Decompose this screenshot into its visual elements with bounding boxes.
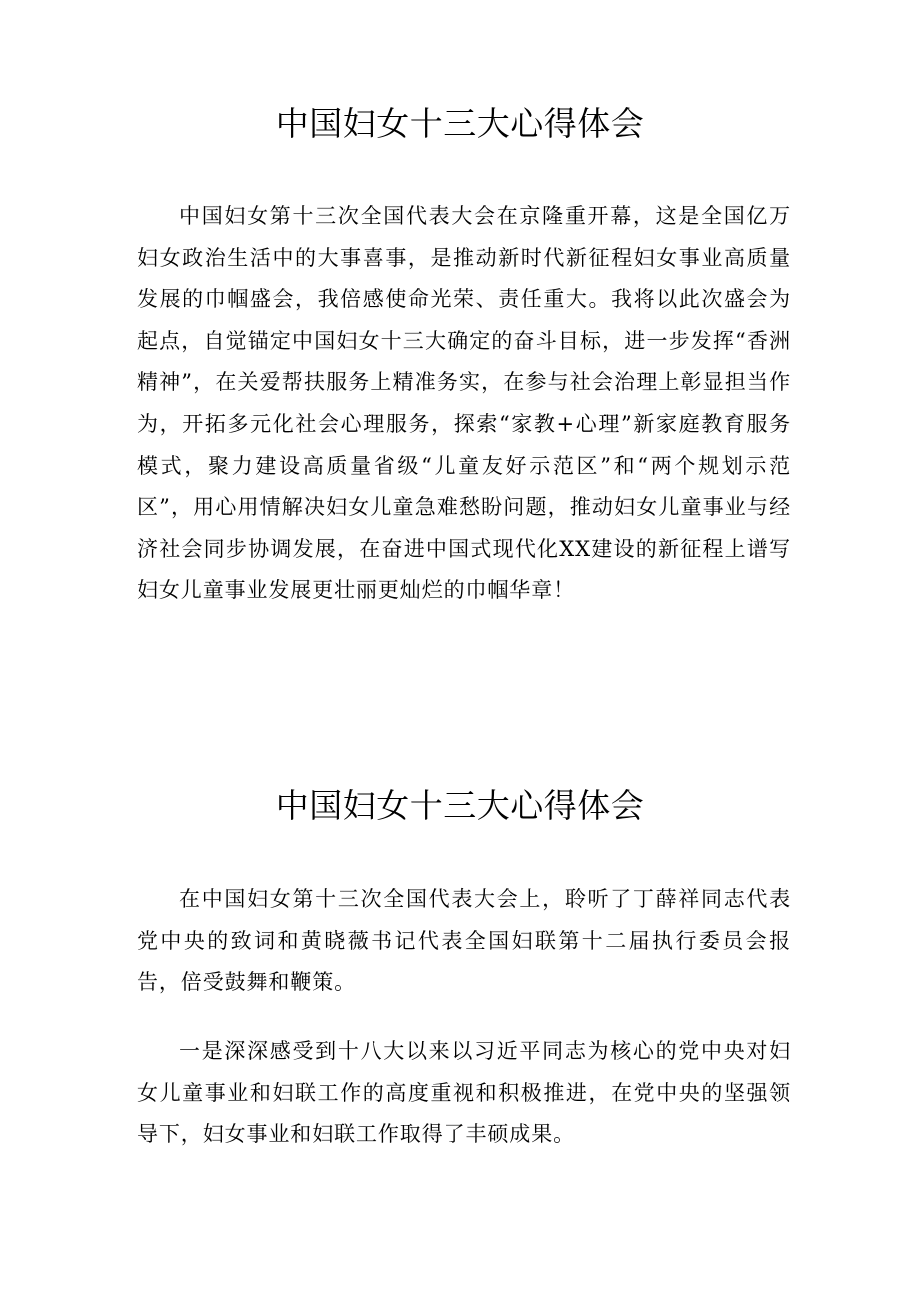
section-2-title: 中国妇女十三大心得体会 (275, 786, 645, 825)
section-1-title: 中国妇女十三大心得体会 (275, 104, 645, 143)
section-1-paragraph-1: 中国妇女第十三次全国代表大会在京隆重开幕，这是全国亿万妇女政治生活中的大事喜事，是推动新时代新征程妇女事业高质量发展的巾帼盛会，我倍感使命光荣、责任重大。我将以此次盛会为起点，自觉锚定中国妇女十三大确定的奋斗目标，进一步发挥“香洲精神”，在关爱帮扶服务上精准务实，在参与社会治理上彰显担当作为，开拓多元化社会心理服务，探索“家教+心理”新家庭教育服务模式，聚力建设高质量省级“儿童友好示范区”和“两个规划示范区”，用心用情解决妇女儿童急难愁盼问题，推动妇女儿童事业与经济社会同步协调发展，在奋进中国式现代化XX建设的新征程上谱写妇女儿童事业发展更壮丽更灿烂的巾帼华章！ (137, 204, 791, 603)
section-2-paragraph-2: 一是深深感受到十八大以来以习近平同志为核心的党中央对妇女儿童事业和妇联工作的高度重视和积极推进，在党中央的坚强领导下，妇女事业和妇联工作取得了丰硕成果。 (137, 1039, 791, 1147)
section-2-paragraph-1: 在中国妇女第十三次全国代表大会上，聆听了丁薛祥同志代表党中央的致词和黄晓薇书记代表全国妇联第十二届执行委员会报告，倍受鼓舞和鞭策。 (137, 887, 791, 995)
